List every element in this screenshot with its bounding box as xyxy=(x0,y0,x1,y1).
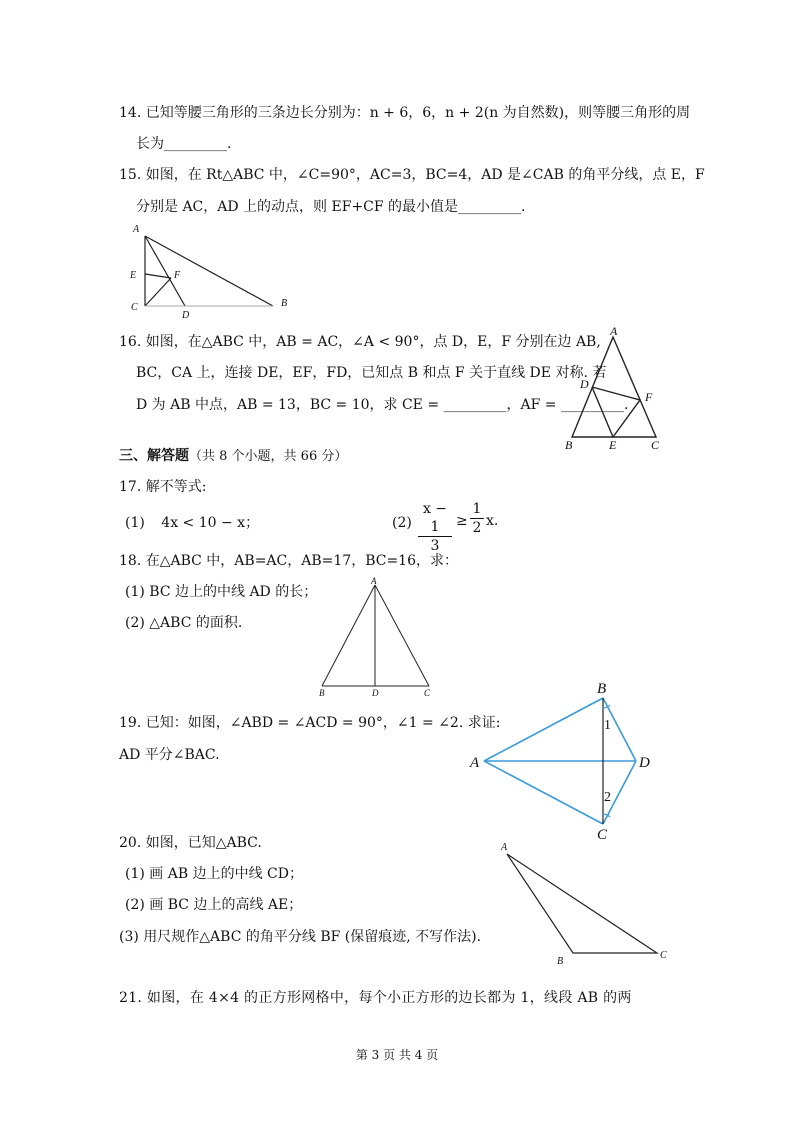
q16-label-b: B xyxy=(565,438,573,452)
q14-line1: 14. 已知等腰三角形的三条边长分别为：n + 6，6，n + 2(n 为自然数)，则等腰三角形的周 xyxy=(119,105,691,121)
q15-label-d: D xyxy=(182,310,190,321)
q19-line2: AD 平分∠BAC. xyxy=(119,747,220,763)
q18-figure xyxy=(312,575,442,700)
q17-frac2-num: 1 xyxy=(470,500,484,519)
section-title: 三、解答题 xyxy=(119,448,189,464)
q19-label-c: C xyxy=(597,827,608,843)
q16-label-c: C xyxy=(651,438,660,452)
q16-label-d: D xyxy=(580,377,589,391)
q20-part1: (1) 画 AB 边上的中线 CD； xyxy=(125,866,303,882)
q17-frac1-den: 3 xyxy=(430,538,440,554)
q20-part2: (2) 画 BC 边上的高线 AE； xyxy=(125,897,303,913)
q20-label-a: A xyxy=(501,842,508,853)
q19-label-a: A xyxy=(470,755,480,771)
q15-figure xyxy=(125,222,300,322)
q16-line2: BC，CA 上，连接 DE，EF，FD，已知点 B 和点 F 关于直线 DE 对称. 若 xyxy=(136,365,607,381)
q16-label-f: F xyxy=(645,390,653,404)
q19-label-d: D xyxy=(639,755,650,771)
q17-frac1 xyxy=(418,500,452,555)
q15-line1: 15. 如图，在 Rt△ABC 中，∠C=90°，AC=3，BC=4，AD 是∠CAB 的角平分线，点 E，F xyxy=(119,167,705,183)
q17-frac2 xyxy=(470,500,484,537)
q18-label-b: B xyxy=(319,688,325,698)
q19-angle-2: 2 xyxy=(604,790,611,805)
q18-label-c: C xyxy=(424,688,431,698)
q17-stem: 17. 解不等式: xyxy=(119,479,207,495)
q20-stem: 20. 如图，已知△ABC. xyxy=(119,835,262,851)
q18-part1: (1) BC 边上的中线 AD 的长； xyxy=(125,584,318,600)
q17-tail: x. xyxy=(486,513,499,529)
section-note: （共 8 个小题，共 66 分） xyxy=(189,449,348,464)
q20-part3: (3) 用尺规作△ABC 的角平分线 BF (保留痕迹, 不写作法). xyxy=(119,929,482,945)
q16-line1: 16. 如图，在△ABC 中，AB = AC，∠A < 90°，点 D，E，F 分别在边 AB, xyxy=(119,334,601,350)
q17-geq: ≥ xyxy=(456,513,468,529)
q17-part1-num: (1) xyxy=(125,515,145,531)
q19-label-b: B xyxy=(597,681,607,697)
q15-label-f: F xyxy=(174,270,181,281)
q17-part1-expr: 4x < 10 − x； xyxy=(161,515,260,531)
q15-label-b: B xyxy=(281,298,288,309)
q17-part1 xyxy=(125,514,259,532)
q18-label-d: D xyxy=(372,688,379,698)
q15-label-c: C xyxy=(131,302,138,313)
q16-label-e: E xyxy=(609,438,617,452)
q19-line1: 19. 已知：如图，∠ABD = ∠ACD = 90°，∠1 = ∠2. 求证: xyxy=(119,715,501,731)
q18-label-a: A xyxy=(371,576,377,586)
q15-line2: 分别是 AC，AD 上的动点，则 EF+CF 的最小值是_________. xyxy=(136,199,526,215)
q15-label-e: E xyxy=(130,270,137,281)
q15-label-a: A xyxy=(133,224,140,235)
q21-line1: 21. 如图，在 4×4 的正方形网格中，每个小正方形的边长都为 1，线段 AB 的两 xyxy=(119,990,632,1006)
q19-figure xyxy=(468,680,668,845)
q18-stem: 18. 在△ABC 中，AB=AC，AB=17，BC=16，求： xyxy=(119,553,459,569)
q16-figure xyxy=(560,325,670,455)
q19-angle-1: 1 xyxy=(604,718,611,733)
q20-figure xyxy=(495,838,675,968)
q14-line2: 长为_________. xyxy=(136,136,232,152)
q16-label-a: A xyxy=(610,325,618,338)
q17-frac1-num: x − 1 xyxy=(418,500,452,537)
q20-label-b: B xyxy=(557,956,564,967)
section-heading xyxy=(119,447,347,466)
q18-part2: (2) △ABC 的面积. xyxy=(125,615,243,631)
page-number: 第 3 页 共 4 页 xyxy=(355,1048,439,1062)
q17-frac2-den: 2 xyxy=(472,520,482,536)
q20-label-c: C xyxy=(660,950,667,961)
q16-line3: D 为 AB 中点，AB = 13，BC = 10，求 CE = _________，AF = _________. xyxy=(136,397,629,413)
q17-part2-num: (2) xyxy=(392,515,412,531)
